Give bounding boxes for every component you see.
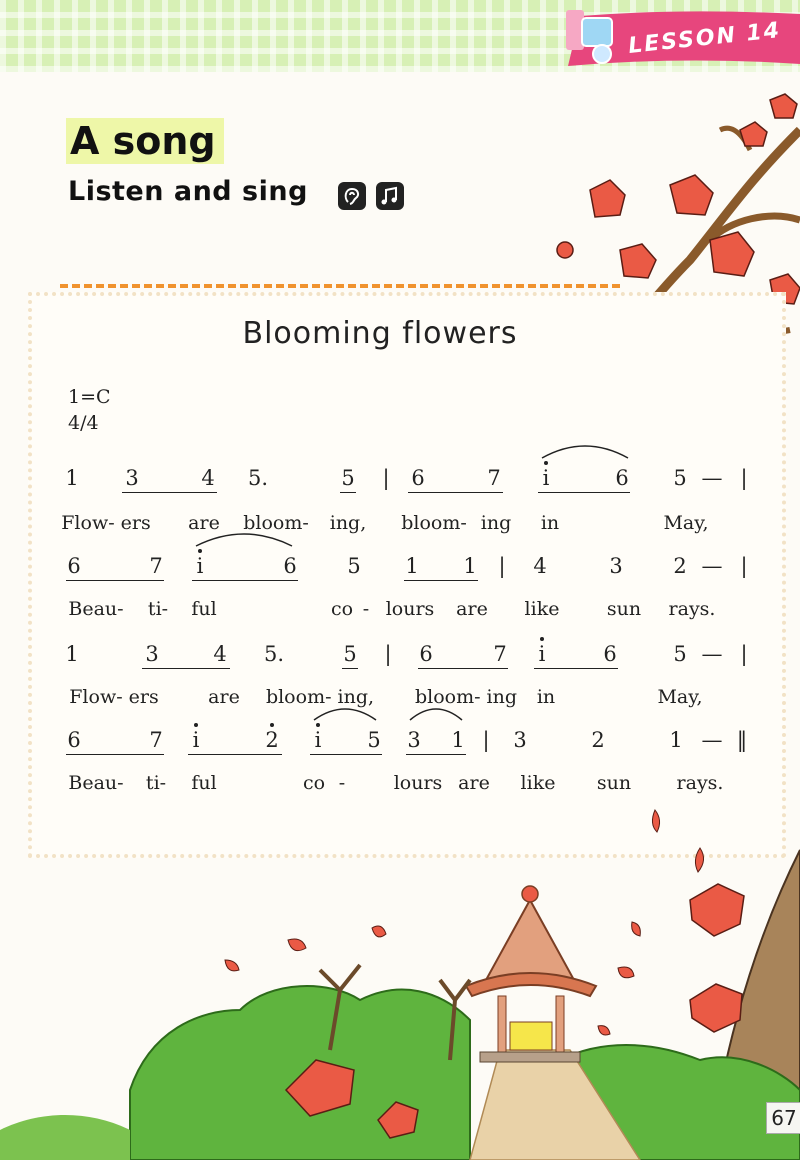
lyric: ti- [147,598,169,620]
lyric: co [302,772,326,794]
hold: — [701,728,723,752]
lyric: Beau- [68,598,124,620]
section-subtitle: Listen and sing [68,176,308,207]
note: i [196,554,204,578]
barline: | [382,466,390,490]
note: 6 [67,728,81,752]
note: i [314,728,322,752]
note: 1 [451,728,465,752]
note: 6 [615,466,629,490]
note: 2 [265,728,279,752]
note: i [538,642,546,666]
hold: — [701,466,723,490]
note: 1 [405,554,419,578]
underline [188,754,282,755]
lyric: bloom- ing [414,686,518,708]
lyric: are [458,772,490,794]
underline [310,754,382,755]
lyric: - [362,598,370,620]
note: 2 [673,554,687,578]
note: 6 [283,554,297,578]
octave-dot [270,723,274,727]
underline [340,492,356,493]
note: 1 [65,466,79,490]
note: 5 [347,554,361,578]
lyric: in [536,686,556,708]
lyric: in [540,512,560,534]
note: 4 [533,554,547,578]
time-signature: 4/4 [68,412,99,434]
lyric: sun [606,598,642,620]
ear-icon [338,182,366,210]
barline: | [498,554,506,578]
octave-dot [194,723,198,727]
note: 7 [487,466,501,490]
lyric: like [524,598,560,620]
note: 5 [367,728,381,752]
note: 5. [263,642,285,666]
lesson-label: LESSON 14 [627,18,783,59]
note: 5 [341,466,355,490]
underline [538,492,630,493]
note: i [542,466,550,490]
underline [404,580,478,581]
note: 1 [65,642,79,666]
lyric: ti- [145,772,167,794]
lyric: bloom- [401,512,467,534]
lyric: Beau- [68,772,124,794]
note: 1 [669,728,683,752]
underline [418,668,508,669]
final-barline: ‖ [736,728,748,752]
lyric: are [456,598,488,620]
lyric: rays. [668,598,716,620]
section-title: A song [66,118,224,164]
note: 5 [673,642,687,666]
note: 7 [149,728,163,752]
song-title: Blooming flowers [242,316,518,351]
lyric: lours [393,772,443,794]
octave-dot [540,637,544,641]
lyric: sun [596,772,632,794]
slur [312,704,378,722]
underline [122,492,217,493]
underline [534,668,618,669]
barline: | [740,466,748,490]
note: 6 [603,642,617,666]
underline [66,580,164,581]
lyric: ful [191,772,217,794]
underline [192,580,298,581]
lyric: rays. [676,772,724,794]
lyric: lours [385,598,435,620]
underline [342,668,358,669]
note: i [192,728,200,752]
slur [540,440,630,460]
note: 7 [493,642,507,666]
lyric: May, [663,512,709,534]
note: 1 [463,554,477,578]
note: 4 [213,642,227,666]
note: 6 [419,642,433,666]
barline: | [482,728,490,752]
hold: — [701,554,723,578]
note: 3 [125,466,139,490]
note: 5 [673,466,687,490]
note: 3 [145,642,159,666]
lyric: ing [480,512,512,534]
octave-dot [544,461,548,465]
lyric: Flow- ers [61,512,151,534]
lyric: bloom- [243,512,309,534]
note: 5. [247,466,269,490]
underline [406,754,466,755]
octave-dot [316,723,320,727]
lyric: are [208,686,240,708]
barline: | [740,554,748,578]
barline: | [384,642,392,666]
barline: | [740,642,748,666]
lyric: Flow- ers [69,686,159,708]
note: 7 [149,554,163,578]
key-signature: 1=C [68,386,111,408]
note: 3 [513,728,527,752]
underline [408,492,503,493]
lyric: ing, [329,512,367,534]
note: 2 [591,728,605,752]
lyric: - [338,772,346,794]
underline [66,754,164,755]
note: 4 [201,466,215,490]
lyric: bloom- ing, [265,686,375,708]
note: 5 [343,642,357,666]
lyric: co [330,598,354,620]
slur [408,704,464,722]
garden-pavilion-illustration [0,790,800,1160]
slur [194,528,294,548]
lyric: ful [191,598,217,620]
note: 3 [407,728,421,752]
music-note-icon [376,182,404,210]
lyric: are [188,512,220,534]
note: 3 [609,554,623,578]
lyric: like [520,772,556,794]
note: 6 [411,466,425,490]
octave-dot [198,549,202,553]
page-number: 67 [766,1102,800,1134]
note: 6 [67,554,81,578]
hold: — [701,642,723,666]
underline [142,668,230,669]
lyric: May, [657,686,703,708]
